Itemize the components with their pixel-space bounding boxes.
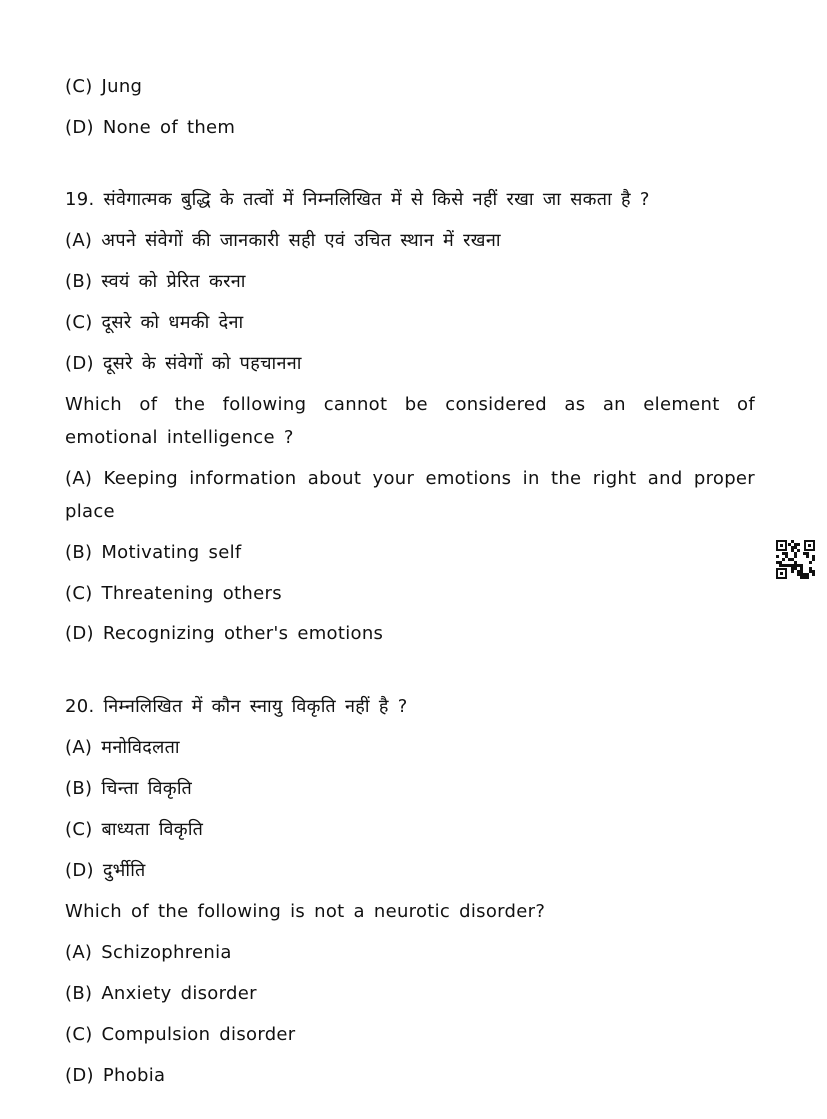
q19-hindi-option-c: (C) दूसरे को धमकी देना	[65, 312, 244, 333]
qr-code-graphic	[776, 540, 815, 579]
q20-english-option-a: (A) Schizophrenia	[65, 942, 232, 963]
q20-hindi-option-d: (D) दुर्भीति	[65, 860, 146, 881]
q20-hindi-question: 20. निम्नलिखित में कौन स्नायु विकृति नहीं है ?	[65, 696, 408, 717]
qr-code-icon	[776, 540, 815, 579]
q20-english-option-c: (C) Compulsion disorder	[65, 1024, 296, 1045]
q20-hindi-option-a: (A) मनोविदलता	[65, 737, 180, 758]
q19-english-question: Which of the following cannot be considered as an element of emotional intelligence ?	[65, 394, 755, 448]
q19-english-option-a: (A) Keeping information about your emotions in the right and proper place	[65, 468, 755, 522]
q20-hindi-option-c: (C) बाध्यता विकृति	[65, 819, 204, 840]
q19-english-option-d: (D) Recognizing other's emotions	[65, 623, 384, 644]
prev-option-d: (D) None of them	[65, 117, 236, 138]
prev-option-c: (C) Jung	[65, 76, 143, 97]
q19-hindi-question: 19. संवेगात्मक बुद्धि के तत्वों में निम्नलिखित में से किसे नहीं रखा जा सकता है ?	[65, 189, 650, 210]
q20-english-option-d: (D) Phobia	[65, 1065, 166, 1086]
q19-english-option-b: (B) Motivating self	[65, 542, 242, 563]
q20-english-option-b: (B) Anxiety disorder	[65, 983, 257, 1004]
q19-hindi-option-d: (D) दूसरे के संवेगों को पहचानना	[65, 353, 302, 374]
q20-english-question: Which of the following is not a neurotic disorder?	[65, 901, 546, 922]
q19-hindi-option-a: (A) अपने संवेगों की जानकारी सही एवं उचित स्थान में रखना	[65, 230, 501, 251]
q19-english-option-c: (C) Threatening others	[65, 583, 282, 604]
q19-hindi-option-b: (B) स्वयं को प्रेरित करना	[65, 271, 246, 292]
q20-hindi-option-b: (B) चिन्ता विकृति	[65, 778, 193, 799]
